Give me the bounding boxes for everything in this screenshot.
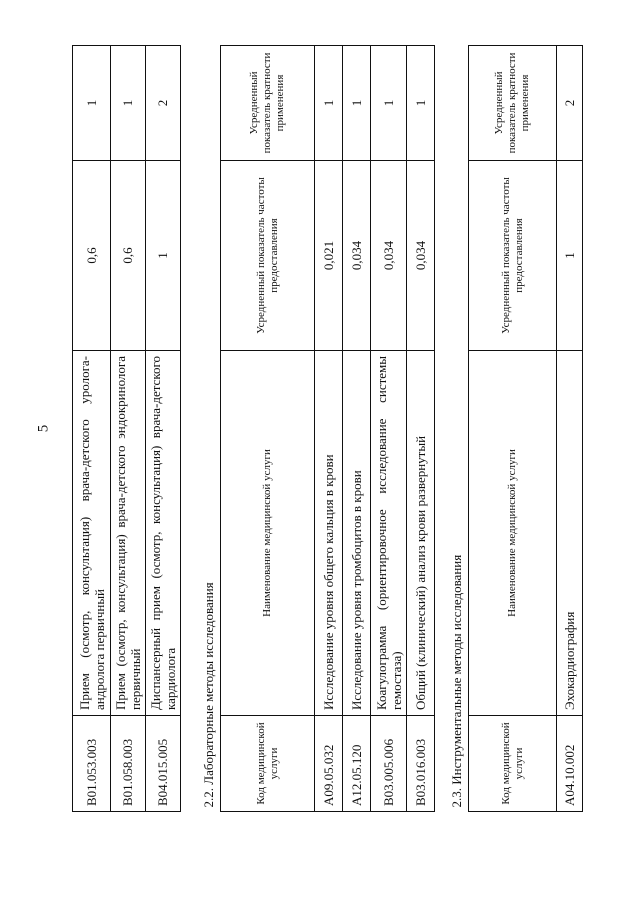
frequency-value: 1 (557, 161, 583, 351)
header-code: Код медицинской услуги (469, 716, 557, 812)
header-name: Наименование медицинской услуги (221, 351, 315, 716)
frequency-value: 0,6 (111, 161, 146, 351)
table-caption-row (446, 45, 469, 811)
service-code: A04.10.002 (557, 716, 583, 812)
frequency-value: 0,034 (371, 161, 407, 351)
table-row (146, 46, 181, 812)
table-header-row (469, 45, 557, 811)
multiplicity-value: 1 (73, 46, 111, 161)
table-laboratory-methods (198, 45, 435, 812)
table-row (73, 46, 111, 812)
frequency-value: 1 (146, 161, 181, 351)
service-code: B04.015.005 (146, 716, 181, 812)
header-code: Код медицинской услуги (221, 716, 315, 812)
table-row (315, 45, 343, 811)
service-code: B03.005.006 (371, 716, 407, 812)
multiplicity-value: 1 (343, 45, 371, 160)
service-name: Прием (осмотр, консультация) врача-детского эндокринолога первичный (111, 351, 146, 716)
header-multiplicity: Усредненный показатель кратности применения (221, 45, 315, 160)
service-name: Диспансерный прием (осмотр, консультация) врача-детского кардиолога (146, 351, 181, 716)
frequency-value: 0,034 (407, 161, 435, 351)
page-number: 5 (35, 424, 52, 433)
multiplicity-value: 1 (371, 45, 407, 160)
frequency-value: 0,6 (73, 161, 111, 351)
table-consultations (72, 45, 181, 812)
service-name: Эхокардиография (557, 351, 583, 716)
section-caption: 2.2. Лабораторные методы исследования (198, 45, 221, 811)
multiplicity-value: 2 (557, 45, 583, 160)
table-header-row (221, 45, 315, 811)
service-name: Прием (осмотр, консультация) врача-детского уролога-андролога первичный (73, 351, 111, 716)
multiplicity-value: 1 (111, 46, 146, 161)
service-name: Исследование уровня общего кальция в крови (315, 351, 343, 716)
table-row (407, 45, 435, 811)
service-code: A12.05.120 (343, 716, 371, 812)
multiplicity-value: 1 (407, 45, 435, 160)
frequency-value: 0,034 (343, 161, 371, 351)
table-row (557, 45, 583, 811)
service-name: Коагулограмма (ориентировочное исследование системы гемостаза) (371, 351, 407, 716)
multiplicity-value: 2 (146, 46, 181, 161)
multiplicity-value: 1 (315, 45, 343, 160)
header-frequency: Усредненный показатель частоты предоставления (221, 161, 315, 351)
header-frequency: Усредненный показатель частоты предоставления (469, 161, 557, 351)
table-row (371, 45, 407, 811)
table-row (343, 45, 371, 811)
header-name: Наименование медицинской услуги (469, 351, 557, 716)
service-name: Исследование уровня тромбоцитов в крови (343, 351, 371, 716)
service-code: B01.053.003 (73, 716, 111, 812)
service-name: Общий (клинический) анализ крови развернутый (407, 351, 435, 716)
table-instrumental-methods (446, 45, 583, 812)
service-code: B03.016.003 (407, 716, 435, 812)
table-row (111, 46, 146, 812)
table-caption-row (198, 45, 221, 811)
service-code: B01.058.003 (111, 716, 146, 812)
frequency-value: 0,021 (315, 161, 343, 351)
section-caption: 2.3. Инструментальные методы исследования (446, 45, 469, 811)
service-code: A09.05.032 (315, 716, 343, 812)
header-multiplicity: Усредненный показатель кратности применения (469, 45, 557, 160)
